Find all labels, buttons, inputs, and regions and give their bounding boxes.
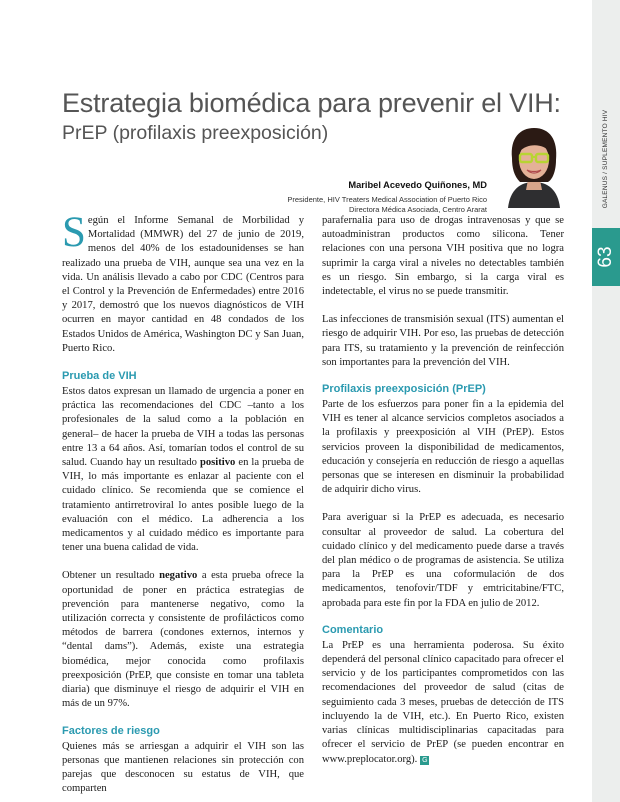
text-run: a esta prueba ofrece la oportunidad de poner en práctica estrategias de prevención para mantenerse negativo, como la utilización correcta y consistente de profilácticos como métodos de barrera (condones externos, internos y “dental dams”). Además, existe una estrategia biomédica, mejor conocida como profilaxis preexposición (PrEP, que consiste en tomar una tableta diaria) que disminuye el riesgo de adquirir el VIH en más de un 97%. xyxy=(62,570,304,710)
text-run: Obtener un resultado xyxy=(62,570,160,582)
page-number-tab xyxy=(592,228,620,286)
article-title: Estrategia biomédica para prevenir el VIH: xyxy=(62,88,561,118)
paragraph-prueba-1 xyxy=(62,385,304,555)
paragraph-riesgo-1-cont: parafernalia para uso de drogas intravenosas y que se autoadministran productos como silicona. Tener relaciones con una persona VIH positiva que no logra suprimir la carga viral a niveles no detectables también es un riesgo. Sin embargo, si la carga viral es indetectable, el virus no se puede transmitir. xyxy=(322,215,564,298)
drop-cap: S xyxy=(62,209,86,256)
paragraph-profilaxis-2: Para averiguar si la PrEP es adecuada, es necesario consultar al proveedor de salud. La cobertura del cuidado clínico y del medicamento puede darse a través del plan médico o de programas de asistencia. Se utiliza para la PrEP es una coformulación de dos medicamentos, tenofovir/TDF y emtricitabine/FTC, aprobada para este fin por la FDA en julio de 2012. xyxy=(322,512,564,609)
author-role-line-1: Presidente, HIV Treaters Medical Association of Puerto Rico xyxy=(287,195,487,204)
paragraph-comentario xyxy=(322,639,564,767)
comentario-text: La PrEP es una herramienta poderosa. Su éxito dependerá del personal clínico capacitado para ofrecer el servicio y de los participantes comprometidos con las recomendaciones del proveedor de salud (citas de seguimiento cada 3 meses, pruebas de detección de ITS incluyendo la de VIH, etc.). En Puerto Rico, existen varias clínicas multidisciplinarias capacitadas para ofrecer el servicio de PrEP (se pueden encontrar en www.preplocator.org). xyxy=(322,639,564,765)
intro-paragraph xyxy=(62,209,304,356)
paragraph-profilaxis-1: Parte de los esfuerzos para poner fin a la epidemia del VIH es tener al alcance servicios completos asociados a la profilaxis y preexposición al VIH (PrEP). Estos servicios proveen la disponibilidad de medicamentos, educación y consejería en reducción de riesgo a aquellas personas que se interesen en disminuir la probabilidad de adquirir dicho virus. xyxy=(322,399,564,496)
text-run: Estos datos expresan un llamado de urgencia a poner en práctica las recomendaciones del CDC –tanto a los profesionales de la salud como a la población en general– de hacer la prueba de VIH a todas las personas entre 13 a 64 años. Así, tomarían todos el control de su salud. Cuando hay un resultado xyxy=(62,386,304,469)
author-role-line-2: Directora Médica Asociada, Centro Ararat xyxy=(349,204,487,214)
text-run: en la prueba de VIH, lo más importante es enlazar al paciente con el cuidado clínico. Se recomienda que se comience el tratamiento antirretroviral lo antes posible luego de la evaluación con el médico. La adherencia a los medicamentos y al cuidado médico es importante para tener una buena calidad de vida. xyxy=(62,457,305,554)
publication-label-text: GALENUS / SUPLEMENTO HIV xyxy=(602,109,609,209)
publication-label xyxy=(592,100,620,218)
right-column xyxy=(322,214,564,767)
author-name: Maribel Acevedo Quiñones, MD xyxy=(348,180,487,190)
article-subtitle: PrEP (profilaxis preexposición) xyxy=(62,122,329,144)
left-column xyxy=(62,209,305,796)
page-number: 63 xyxy=(595,246,616,268)
intro-text: egún el Informe Semanal de Morbilidad y Mortalidad (MMWR) del 27 de junio de 2019, menos del 40% de los estadounidenses se han realizado una prueba de VIH, aunque sea una vez en la vida. Un análisis llevado a cabo por CDC (Centros para el Control y la Prevención de Enfermedades) entre 2016 y 2017, demostró que los nuevos diagnósticos de VIH ocurren en mayor cantidad en 48 condados de los Estados Unidos de América, Washington DC y San Juan, Puerto Rico. xyxy=(62,215,304,354)
author-portrait xyxy=(498,124,570,208)
bold-term: positivo xyxy=(199,457,236,469)
paragraph-riesgo-2: Las infecciones de transmisión sexual (ITS) aumentan el riesgo de adquirir VIH. Por eso, las pruebas de detección para ITS, su tratamiento y la prevención de reinfección son importantes para la prevención del VIH. xyxy=(322,314,564,368)
paragraph-riesgo-1-start: Quienes más se arriesgan a adquirir el VIH son las personas que mantienen relaciones sin protección con parejas que desconocen su estatus de VIH, que comparten xyxy=(62,740,304,795)
heading-factores-riesgo: Factores de riesgo xyxy=(62,724,160,737)
heading-prueba-vih: Prueba de VIH xyxy=(62,370,137,383)
heading-profilaxis: Profilaxis preexposición (PrEP) xyxy=(322,383,486,396)
paragraph-prueba-2 xyxy=(62,569,304,711)
author-affiliation xyxy=(287,195,487,214)
end-mark-icon: G xyxy=(422,756,428,764)
bold-term: negativo xyxy=(159,570,198,582)
heading-comentario: Comentario xyxy=(322,623,384,636)
